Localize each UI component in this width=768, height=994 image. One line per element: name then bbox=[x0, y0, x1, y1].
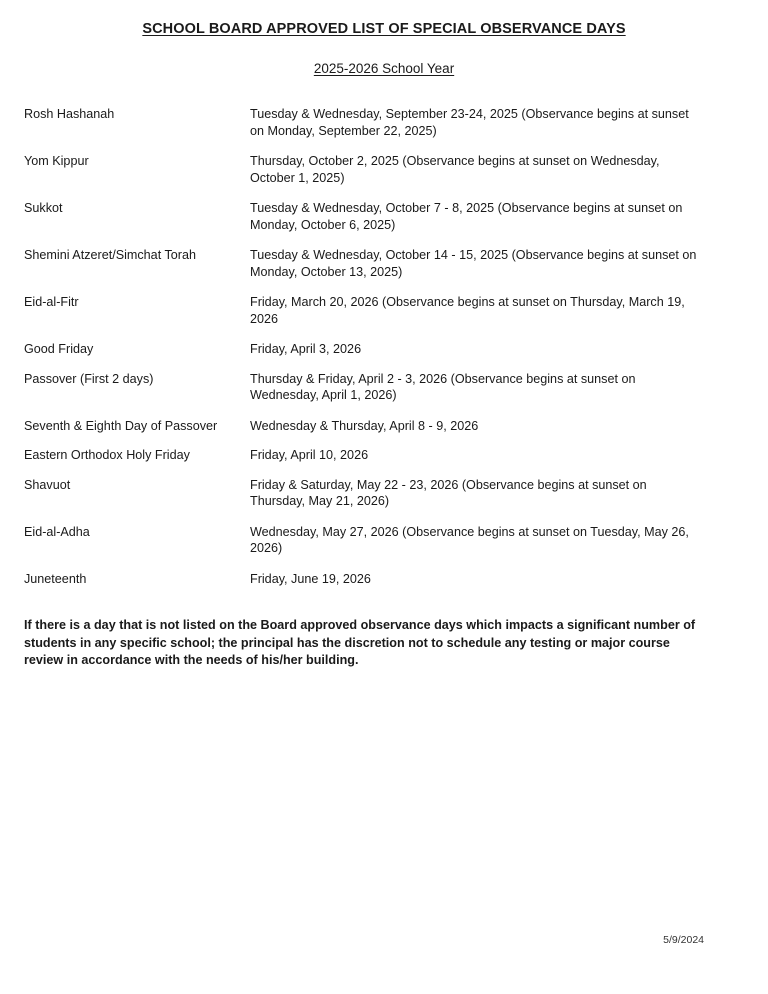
list-item bbox=[24, 106, 704, 139]
observance-name: Seventh & Eighth Day of Passover bbox=[24, 418, 218, 433]
observance-name: Shavuot bbox=[24, 477, 71, 492]
observance-date: Friday, April 10, 2026 bbox=[250, 448, 369, 463]
observance-name: Eastern Orthodox Holy Friday bbox=[24, 448, 190, 463]
observance-date: Thursday, October 2, 2025 (Observance begins at sunset on Wednesday, October 1, 2025) bbox=[250, 154, 660, 185]
observance-date: Wednesday & Thursday, April 8 - 9, 2026 bbox=[250, 418, 479, 433]
observance-name: Shemini Atzeret/Simchat Torah bbox=[24, 248, 196, 263]
observance-date: Tuesday & Wednesday, September 23-24, 2025 (Observance begins at sunset on Monday, September 22, 2025) bbox=[250, 107, 689, 138]
observance-date: Tuesday & Wednesday, October 14 - 15, 2025 (Observance begins at sunset on Monday, October 13, 2025) bbox=[250, 248, 697, 279]
list-item bbox=[24, 153, 704, 186]
observance-name: Yom Kippur bbox=[24, 154, 89, 169]
observance-date: Thursday & Friday, April 2 - 3, 2026 (Observance begins at sunset on Wednesday, April 1, 2026) bbox=[250, 371, 636, 403]
observance-name: Juneteenth bbox=[24, 571, 87, 586]
list-item bbox=[24, 477, 704, 510]
document-subtitle-wrapper bbox=[0, 60, 768, 78]
footer-note: If there is a day that is not listed on the Board approved observance days which impacts a significant number of students in any specific school; the principal has the discretion not to schedule any testing or major course review in accordance with the needs of his/her building. bbox=[24, 618, 696, 668]
list-item bbox=[24, 418, 704, 435]
observance-name: Good Friday bbox=[24, 342, 94, 357]
list-item bbox=[24, 371, 704, 404]
list-item bbox=[24, 571, 704, 588]
observance-name: Rosh Hashanah bbox=[24, 107, 115, 122]
list-item bbox=[24, 247, 704, 280]
observance-name: Sukkot bbox=[24, 201, 63, 216]
page-subtitle: 2025-2026 School Year bbox=[313, 61, 455, 77]
revision-stamp: 5/9/2024 bbox=[663, 934, 704, 946]
observance-list bbox=[0, 106, 768, 587]
list-item bbox=[24, 341, 704, 358]
list-item bbox=[24, 200, 704, 233]
observance-name: Passover (First 2 days) bbox=[24, 371, 154, 386]
observance-date: Wednesday, May 27, 2026 (Observance begins at sunset on Tuesday, May 26, 2026) bbox=[250, 524, 689, 556]
observance-name: Eid-al-Adha bbox=[24, 524, 90, 539]
observance-name: Eid-al-Fitr bbox=[24, 295, 79, 310]
observance-date: Friday, April 3, 2026 bbox=[250, 342, 362, 357]
observance-date: Friday, June 19, 2026 bbox=[250, 571, 371, 586]
page-title: SCHOOL BOARD APPROVED LIST OF SPECIAL OBSERVANCE DAYS bbox=[142, 21, 626, 37]
observance-date: Friday & Saturday, May 22 - 23, 2026 (Observance begins at sunset on Thursday, May 21, 2026) bbox=[250, 477, 647, 509]
observance-date: Friday, March 20, 2026 (Observance begins at sunset on Thursday, March 19, 2026 bbox=[250, 295, 685, 326]
document-header bbox=[0, 0, 768, 78]
list-item bbox=[24, 524, 704, 557]
list-item bbox=[24, 294, 704, 327]
observance-date: Tuesday & Wednesday, October 7 - 8, 2025 (Observance begins at sunset on Monday, October 6, 2025) bbox=[250, 201, 683, 232]
list-item bbox=[24, 447, 704, 464]
